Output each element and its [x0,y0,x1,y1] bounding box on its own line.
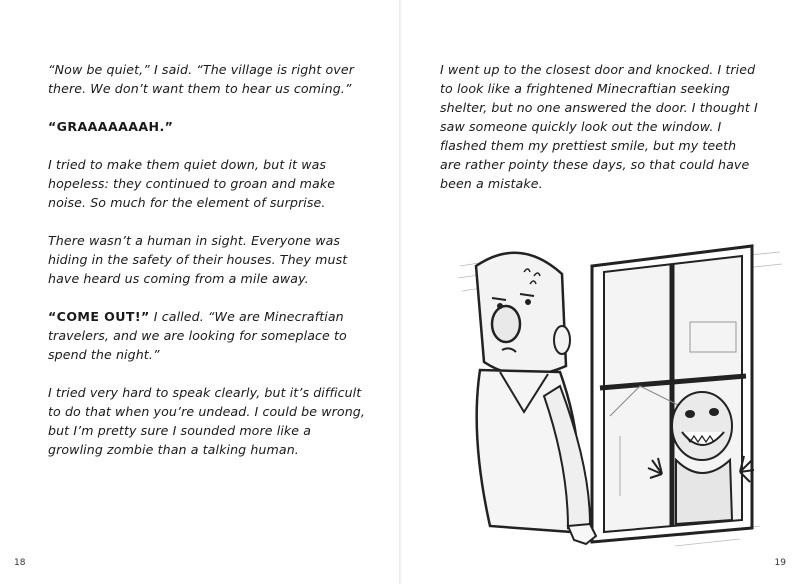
paragraph: I went up to the closest door and knocked. I tried to look like a frightened Minecraftian seeking shelter, but no one answered the door. I thought I saw someone quickly look out the window. I flashed them my prettiest smile, but my teeth are rather pointy these days, so that could have been a mistake. [440,62,758,191]
page-number-left: 18 [14,558,26,568]
right-page-text [440,60,760,212]
paragraph: I tried very hard to speak clearly, but it’s difficult to do that when you’re undead. I could be wrong, but I’m pretty sure I sounded more like a growling zombie than a talking human. [48,385,365,457]
bald-man-figure [476,253,596,544]
paragraph: I tried to make them quiet down, but it was hopeless: they continued to groan and make noise. So much for the element of surprise. [48,157,336,210]
zombie-at-window-illustration [440,236,792,556]
left-page-text [48,60,368,478]
page-number-right: 19 [774,558,786,568]
window [592,246,754,542]
right-page [400,0,800,584]
paragraph: “GRAAAAAAAH.” [48,119,174,134]
paragraph: There wasn’t a human in sight. Everyone was hiding in the safety of their houses. They must have heard us coming from a mile away. [48,233,348,286]
paragraph: “COME OUT!” I called. “We are Minecraftian travelers, and we are looking for someplace to spend the night.” [48,309,347,362]
paragraph: “Now be quiet,” I said. “The village is right over there. We don’t want them to hear us coming.” [48,62,354,96]
